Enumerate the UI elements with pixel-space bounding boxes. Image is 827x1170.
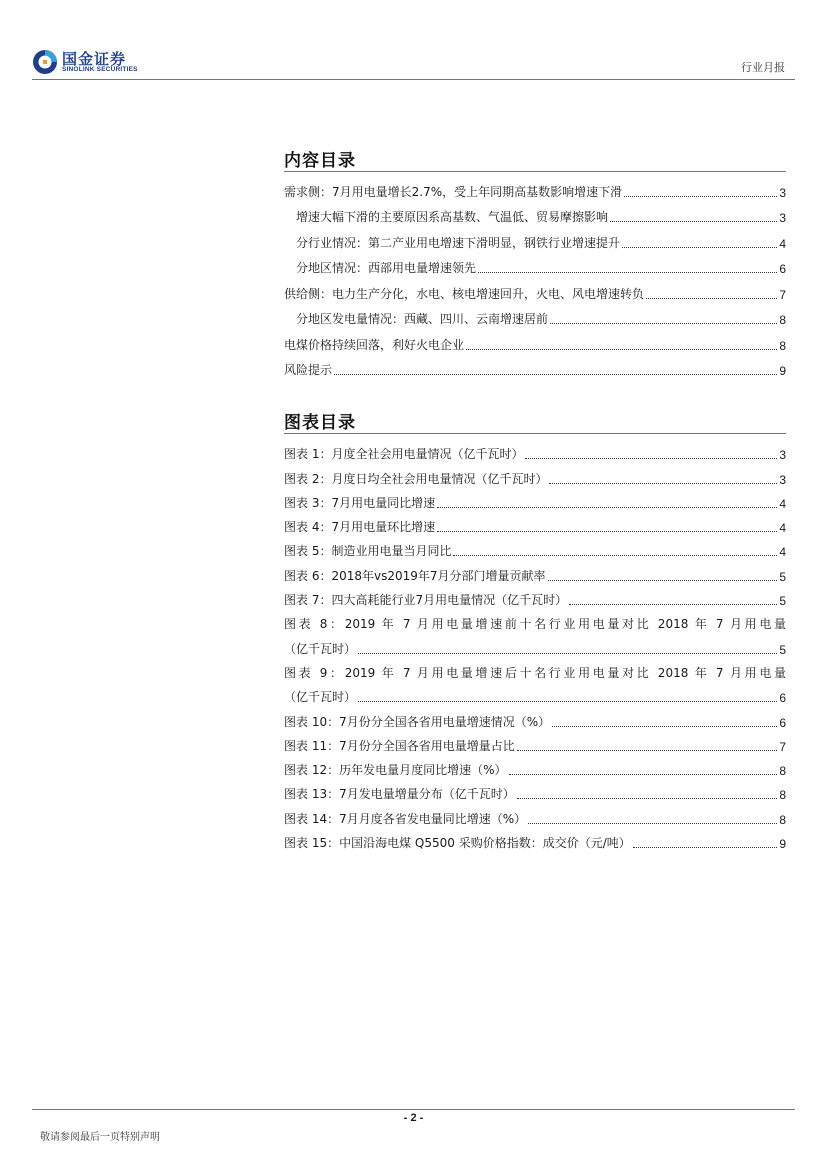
toc-leader-dots — [624, 196, 777, 197]
figure-item-page: 7 — [779, 739, 786, 754]
header-divider — [32, 79, 795, 80]
figure-item-text: 图表 1：月度全社会用电量情况（亿千瓦时） — [284, 447, 524, 462]
toc-leader-dots — [466, 349, 777, 350]
figure-item-text: 图表 6：2018年vs2019年7月分部门增量贡献率 — [284, 568, 546, 583]
toc-item[interactable] — [284, 353, 786, 379]
figure-item-page: 5 — [779, 569, 786, 584]
figure-item-page: 4 — [779, 496, 786, 511]
figure-item[interactable] — [284, 730, 786, 754]
sinolink-logo-icon — [32, 49, 58, 75]
figure-leader-dots — [633, 847, 778, 848]
toc-leader-dots — [550, 323, 777, 324]
toc-item-page: 8 — [779, 313, 786, 327]
figure-leader-dots — [517, 750, 778, 751]
figure-item-page: 4 — [779, 545, 786, 560]
toc-item[interactable] — [284, 174, 786, 200]
logo-english-name: SINOLINK SECURITIES — [62, 66, 138, 73]
figure-leader-dots — [358, 701, 777, 702]
disclaimer: 敬请参阅最后一页特别声明 — [40, 1132, 160, 1143]
toc-leader-dots — [334, 374, 777, 375]
figure-item[interactable] — [284, 705, 786, 729]
toc-item-text: 风险提示 — [284, 363, 333, 377]
toc-item-page: 4 — [779, 236, 786, 251]
figure-item-text: 图表 11：7月份分全国各省用电量增量占比 — [284, 738, 515, 753]
figure-leader-dots — [453, 555, 777, 556]
toc-item[interactable] — [284, 251, 786, 277]
figure-leader-dots — [358, 653, 777, 654]
toc-item[interactable] — [284, 276, 786, 302]
figure-leader-dots — [549, 483, 777, 484]
figure-leader-dots — [552, 726, 777, 727]
toc-item-page: 6 — [779, 262, 786, 276]
figure-item-text: 图表 5：制造业用电量当月同比 — [284, 544, 452, 559]
figure-item-continuation[interactable] — [284, 632, 786, 656]
figures-list — [284, 438, 786, 851]
figure-item-page: 3 — [779, 472, 786, 487]
toc-title-divider — [284, 171, 786, 172]
figure-item-page: 6 — [779, 715, 786, 730]
logo-chinese-name: 国金证券 — [62, 50, 127, 68]
figure-item-text: 图表 10：7月份分全国各省用电量增速情况（%） — [284, 714, 551, 729]
toc-leader-dots — [478, 272, 777, 273]
figure-item-page: 8 — [779, 788, 786, 803]
company-logo — [32, 44, 162, 78]
toc-leader-dots — [646, 298, 777, 299]
figures-title-divider — [284, 433, 786, 434]
figure-item-page: 5 — [779, 642, 786, 657]
figure-item-text: 图表 8：2019 年 7 月用电量增速前十名行业用电量对比 2018 年 7 月用电量 — [284, 617, 786, 632]
figure-item[interactable] — [284, 584, 786, 608]
figure-item[interactable] — [284, 487, 786, 511]
figure-leader-dots — [437, 507, 777, 508]
toc-item-text: 需求侧：7月用电量增长2.7%，受上年同期高基数影响增速下滑 — [284, 184, 623, 199]
figure-item-page: 9 — [779, 837, 786, 852]
figure-leader-dots — [528, 823, 777, 824]
toc-list — [284, 174, 786, 378]
figure-item-page: 8 — [779, 764, 786, 779]
toc-item-text: 分地区发电量情况：西藏、四川、云南增速居前 — [296, 312, 549, 326]
figure-item-page: 5 — [779, 594, 786, 609]
figure-item-text-continued: （亿千瓦时） — [284, 690, 357, 705]
toc-item[interactable] — [284, 302, 786, 328]
figure-item-text: 图表 7：四大高耗能行业7月用电量情况（亿千瓦时） — [284, 593, 568, 608]
page-number: - 2 - — [403, 1112, 424, 1124]
figure-item-text: 图表 2：月度日均全社会用电量情况（亿千瓦时） — [284, 471, 548, 486]
toc-item[interactable] — [284, 200, 786, 226]
figure-item-page: 8 — [779, 812, 786, 827]
toc-item-text: 电煤价格持续回落，利好火电企业 — [284, 337, 465, 352]
figure-item-text: 图表 13：7月发电量增量分布（亿千瓦时） — [284, 787, 515, 802]
toc-item-page: 7 — [779, 287, 786, 302]
figure-leader-dots — [437, 531, 777, 532]
toc-item-page: 3 — [779, 185, 786, 200]
toc-title: 内容目录 — [284, 151, 356, 171]
figures-title: 图表目录 — [284, 413, 356, 433]
figure-item-text: 图表 14：7月月度各省发电量同比增速（%） — [284, 811, 527, 826]
toc-item-text: 分地区情况：西部用电量增速领先 — [296, 261, 477, 275]
figure-item[interactable] — [284, 827, 786, 851]
toc-item[interactable] — [284, 327, 786, 353]
figure-leader-dots — [517, 798, 778, 799]
toc-item-page: 9 — [779, 364, 786, 378]
figure-item[interactable] — [284, 802, 786, 826]
figure-item[interactable] — [284, 778, 786, 802]
figure-item-text: 图表 9：2019 年 7 月用电量增速后十名行业用电量对比 2018 年 7 月用电量 — [284, 665, 786, 680]
footer-divider — [32, 1109, 795, 1110]
figure-leader-dots — [509, 774, 778, 775]
toc-item-page: 8 — [779, 338, 786, 353]
figure-item-continuation[interactable] — [284, 681, 786, 705]
figure-item[interactable] — [284, 462, 786, 486]
figure-item-text: 图表 4：7月用电量环比增速 — [284, 520, 436, 535]
figure-item-text: 图表 15：中国沿海电煤 Q5500 采购价格指数：成交价（元/吨） — [284, 836, 631, 851]
figure-leader-dots — [548, 580, 778, 581]
page-header — [32, 44, 795, 80]
toc-item-text: 增速大幅下滑的主要原因系高基数、气温低、贸易摩擦影响 — [296, 210, 609, 224]
figure-leader-dots — [569, 604, 777, 605]
figure-item-page: 3 — [779, 448, 786, 463]
figure-item[interactable] — [284, 657, 786, 681]
figure-item-text: 图表 12：历年发电量月度同比增速（%） — [284, 763, 507, 778]
figure-item[interactable] — [284, 754, 786, 778]
figure-item[interactable] — [284, 511, 786, 535]
figure-item[interactable] — [284, 438, 786, 462]
toc-item-page: 3 — [779, 211, 786, 225]
toc-leader-dots — [622, 247, 777, 248]
figure-item[interactable] — [284, 535, 786, 559]
figure-leader-dots — [525, 458, 777, 459]
document-type: 行业月报 — [741, 61, 785, 74]
figure-item[interactable] — [284, 559, 786, 583]
figure-item-page: 4 — [779, 521, 786, 536]
figure-item-page: 6 — [779, 691, 786, 706]
figure-item-text-continued: （亿千瓦时） — [284, 641, 357, 656]
figure-item[interactable] — [284, 608, 786, 632]
figure-item-text: 图表 3：7月用电量同比增速 — [284, 495, 436, 510]
toc-item[interactable] — [284, 225, 786, 251]
toc-item-text: 供给侧：电力生产分化，水电、核电增速回升，火电、风电增速转负 — [284, 286, 645, 301]
toc-leader-dots — [610, 221, 777, 222]
toc-item-text: 分行业情况：第二产业用电增速下滑明显，钢铁行业增速提升 — [296, 235, 621, 250]
